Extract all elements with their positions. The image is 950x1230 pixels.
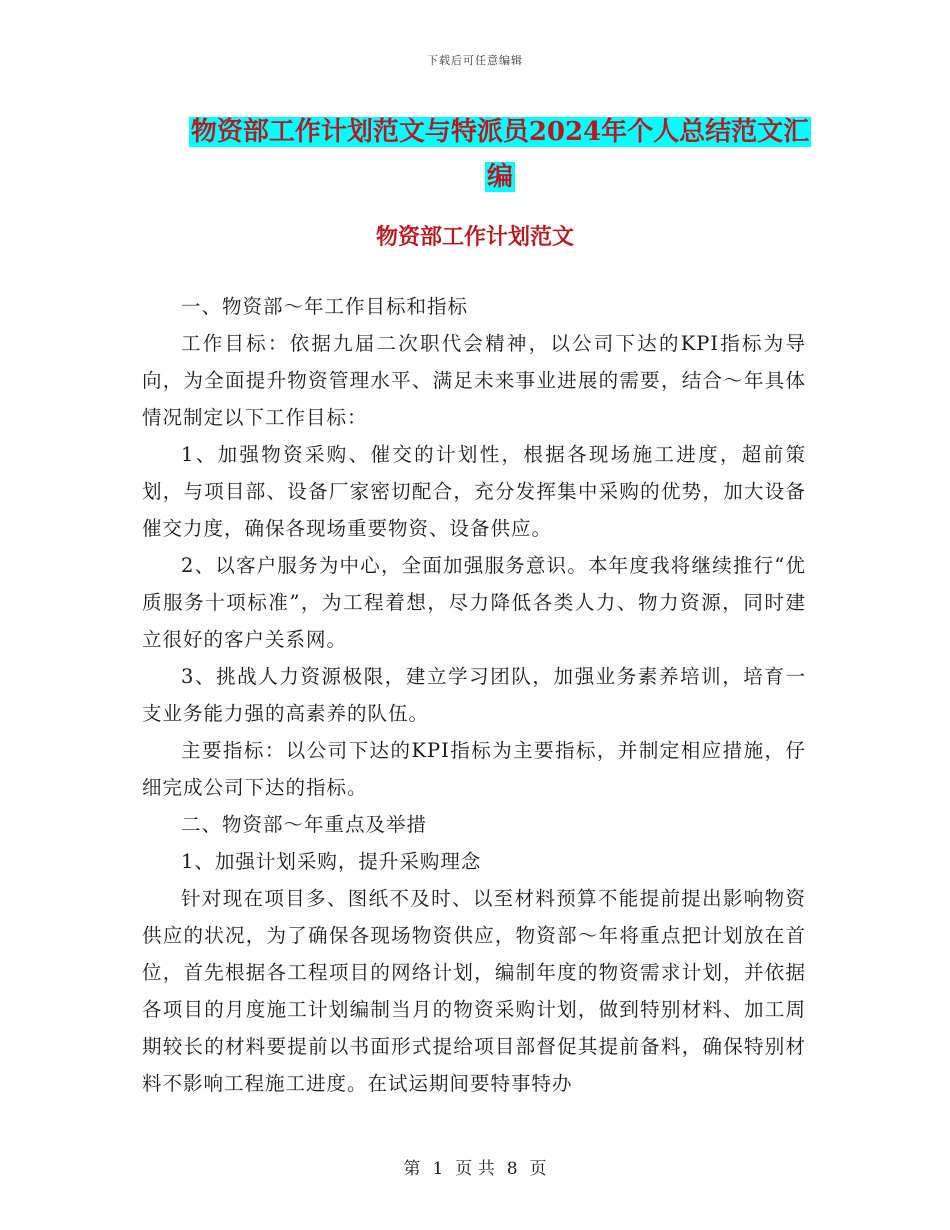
paragraph: 二、物资部～年重点及举措 [181, 813, 428, 836]
title-highlight-2: 编 [486, 162, 513, 192]
paragraph: 工作目标：依据九届二次职代会精神，以公司下达的KPI指标为导向，为全面提升物资管理水平、满足未来事业进展的需要，结合～年具体情况制定以下工作目标： [142, 332, 806, 429]
footer-prefix: 第 [403, 1159, 421, 1179]
paragraph: 一、物资部～年工作目标和指标 [181, 295, 469, 318]
document-title-line-2 [150, 155, 850, 200]
header-note: 下载后可任意编辑 [427, 54, 523, 67]
document-title-line-1 [150, 110, 850, 155]
section-title: 物资部工作计划范文 [375, 224, 574, 250]
paragraph: 针对现在项目多、图纸不及时、以至材料预算不能提前提出影响物资供应的状况，为了确保各现场物资供应，物资部～年将重点把计划放在首位，首先根据各工程项目的网络计划，编制年度的物资需求计划，并依据各项目的月度施工计划编制当月的物资采购计划，做到特别材料、加工周期较长的材料要提前以书面形式提给项目部督促其提前备料，确保特别材料不影响工程施工进度。在试运期间要特事特办 [142, 887, 806, 1095]
footer-total-pages: 8 [506, 1159, 518, 1179]
paragraph: 1、加强物资采购、催交的计划性，根据各现场施工进度，超前策划，与项目部、设备厂家密切配合，充分发挥集中采购的优势，加大设备催交力度，确保各现场重要物资、设备供应。 [142, 443, 806, 540]
paragraph: 主要指标：以公司下达的KPI指标为主要指标，并制定相应措施，仔细完成公司下达的指标。 [142, 739, 806, 799]
page-footer [0, 1154, 950, 1179]
footer-suffix: 页 [529, 1159, 547, 1179]
document-body [142, 288, 806, 1102]
paragraph: 1、加强计划采购，提升采购理念 [181, 850, 482, 873]
title-highlight-1: 物资部工作计划范文与特派员2024年个人总结范文汇 [190, 117, 810, 147]
footer-page-number: 1 [432, 1159, 444, 1179]
footer-mid: 页 共 [455, 1159, 495, 1179]
paragraph: 2、以客户服务为中心，全面加强服务意识。本年度我将继续推行“优质服务十项标准”，为工程着想，尽力降低各类人力、物力资源，同时建立很好的客户关系网。 [142, 554, 806, 651]
paragraph: 3、挑战人力资源极限，建立学习团队，加强业务素养培训，培育一支业务能力强的高素养的队伍。 [142, 665, 806, 725]
document-title [150, 110, 850, 200]
